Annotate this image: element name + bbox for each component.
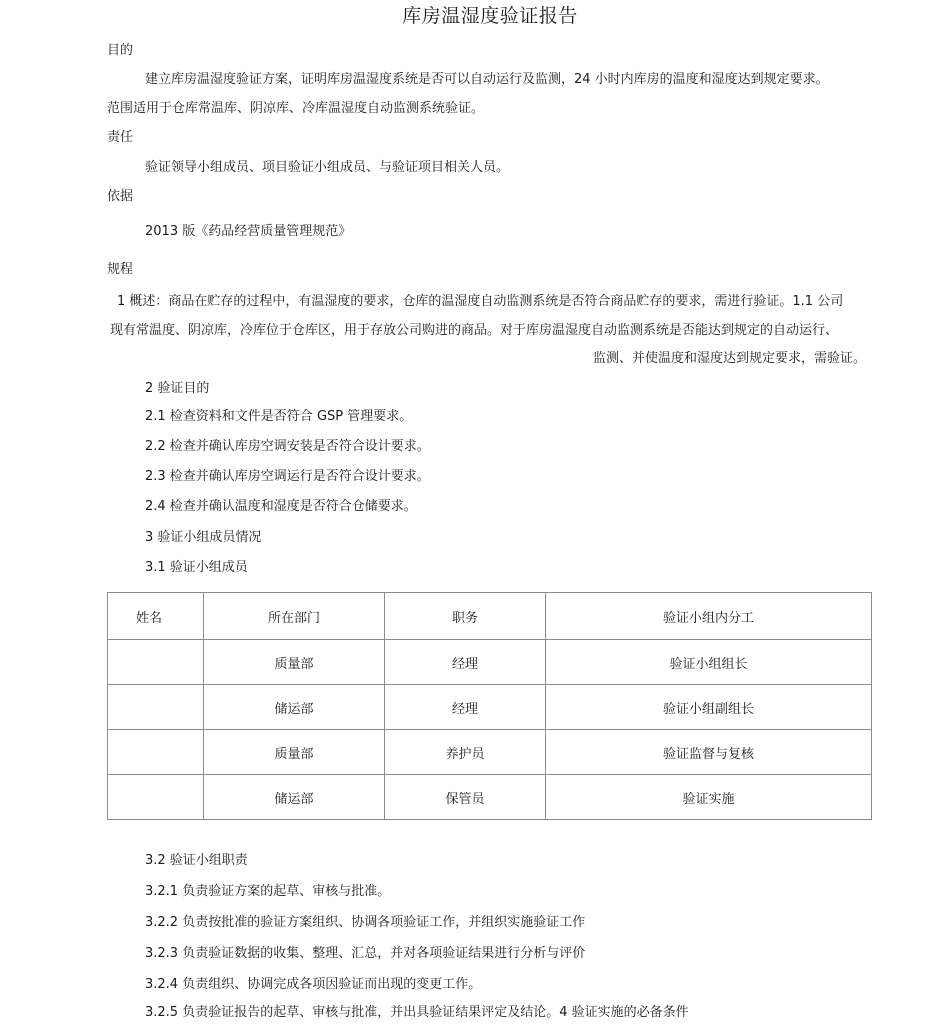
procedure-heading: 规程 (107, 262, 134, 277)
cell-name (108, 685, 204, 730)
duties-item: 3.2.2 负责按批准的验证方案组织、协调各项验证工作，并组织实施验证工作 (145, 915, 586, 930)
goal-item: 2.1 检查资料和文件是否符合 GSP 管理要求。 (145, 409, 413, 424)
cell-department: 质量部 (204, 730, 385, 775)
header-role: 验证小组内分工 (546, 593, 872, 640)
table-row (108, 730, 872, 775)
cell-position: 养护员 (385, 730, 546, 775)
goal-item: 2.2 检查并确认库房空调安装是否符合设计要求。 (145, 439, 430, 454)
duty-text: 验证领导小组成员、项目验证小组成员、与验证项目相关人员。 (145, 160, 510, 175)
cell-role: 验证小组副组长 (546, 685, 872, 730)
cell-name (108, 640, 204, 685)
cell-department: 储运部 (204, 775, 385, 820)
basis-text: 2013 版《药品经营质量管理规范》 (145, 224, 352, 239)
purpose-text: 建立库房温湿度验证方案，证明库房温湿度系统是否可以自动运行及监测，24 小时内库房的温度和湿度达到规定要求。 (145, 72, 829, 87)
cell-position: 保管员 (385, 775, 546, 820)
duties-item: 3.2.4 负责组织、协调完成各项因验证而出现的变更工作。 (145, 977, 482, 992)
cell-name (108, 775, 204, 820)
table-row (108, 640, 872, 685)
duties-item: 3.2.3 负责验证数据的收集、整理、汇总，并对各项验证结果进行分析与评价 (145, 946, 586, 961)
basis-heading: 依据 (107, 189, 134, 204)
overview-line-1: 1 概述：商品在贮存的过程中，有温湿度的要求，仓库的温湿度自动监测系统是否符合商品贮存的要求，需进行验证。1.1 公司 (117, 294, 844, 309)
team-subheading: 3.1 验证小组成员 (145, 560, 248, 575)
purpose-heading: 目的 (107, 43, 134, 58)
overview-line-2: 现有常温度、阴凉库，冷库位于仓库区，用于存放公司购进的商品。对于库房温湿度自动监测系统是否能达到规定的自动运行、 (110, 323, 839, 338)
cell-position: 经理 (385, 640, 546, 685)
duties-item: 3.2.5 负责验证报告的起草、审核与批准，并出具验证结果评定及结论。4 验证实施的必备条件 (145, 1005, 689, 1020)
table-row (108, 775, 872, 820)
cell-department: 储运部 (204, 685, 385, 730)
duties-item: 3.2.1 负责验证方案的起草、审核与批准。 (145, 884, 391, 899)
goal-item: 2.4 检查并确认温度和湿度是否符合仓储要求。 (145, 499, 417, 514)
cell-role: 验证实施 (546, 775, 872, 820)
cell-role: 验证监督与复核 (546, 730, 872, 775)
cell-name (108, 730, 204, 775)
duty-heading: 责任 (107, 130, 134, 145)
cell-position: 经理 (385, 685, 546, 730)
header-name: 姓名 (108, 593, 204, 640)
document-title: 库房温湿度验证报告 (402, 5, 578, 27)
goal-item: 2.3 检查并确认库房空调运行是否符合设计要求。 (145, 469, 430, 484)
scope-text: 范围适用于仓库常温库、阴凉库、冷库温湿度自动监测系统验证。 (107, 101, 485, 116)
overview-line-3: 监测、并使温度和湿度达到规定要求，需验证。 (592, 351, 866, 366)
cell-department: 质量部 (204, 640, 385, 685)
table-header-row (108, 593, 872, 640)
team-heading: 3 验证小组成员情况 (145, 530, 262, 545)
cell-role: 验证小组组长 (546, 640, 872, 685)
members-table (107, 592, 872, 820)
header-position: 职务 (385, 593, 546, 640)
header-department: 所在部门 (204, 593, 385, 640)
duties-heading: 3.2 验证小组职责 (145, 853, 248, 868)
goal-heading: 2 验证目的 (145, 381, 210, 396)
table-row (108, 685, 872, 730)
